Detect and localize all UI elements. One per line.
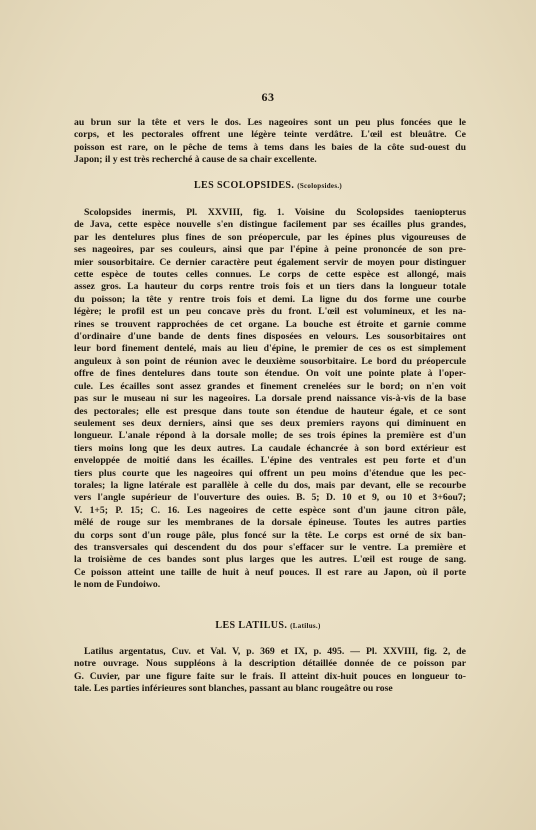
text-line: de Java, cette espèce nouvelle s'en distingue facilement par ses écailles plus grandes, bbox=[74, 219, 466, 231]
text-line: au brun sur la tête et vers le dos. Les nageoires sont un peu plus foncées que le bbox=[74, 117, 466, 128]
text-line: corps, et les pectorales offrent une légère teinte verdâtre. L'œil est bleuâtre. Ce bbox=[74, 129, 466, 141]
text-line: seulement ses deux derniers, ainsi que ses deux premiers rayons qui diminuent en bbox=[74, 417, 466, 429]
text-line: par les dentelures plus fines de son préopercule, par les épines plus vigoureuses de bbox=[74, 231, 466, 243]
section-heading-latilus bbox=[0, 620, 536, 631]
text-line: d'ordinaire d'une bande de dents fines disposées en velours. Les sousorbitaires ont bbox=[74, 331, 466, 343]
text-line: enveloppée de moitié dans les écailles. L'épine des ventrales est peu forte et d'un bbox=[74, 455, 466, 467]
latilus-paragraph bbox=[74, 646, 466, 696]
intro-paragraph bbox=[74, 117, 466, 167]
text-line: V. 1+5; P. 15; C. 16. Les nageoires de cette espèce sont d'un jaune citron pâle, bbox=[74, 504, 466, 516]
text-line: pas sur le museau ni sur les nageoires. La dorsale prend naissance vis-à-vis de la base bbox=[74, 393, 466, 405]
text-line: Scolopsides inermis, Pl. XXVIII, fig. 1. Voisine du Scolopsides taeniopterus bbox=[84, 207, 466, 218]
text-line: cette espèce de toutes celles connues. Le corps de cette espèce est allongé, mais bbox=[74, 269, 466, 281]
text-line: G. Cuvier, par une figure faite sur le frais. Il atteint dix-huit pouces en longueur to- bbox=[74, 670, 466, 682]
text-line: poisson est rare, on le pêche de tems à tems dans les baies de la côte sud-ouest du bbox=[74, 141, 466, 153]
section-title-latin: (Latilus.) bbox=[290, 622, 321, 630]
section-title: LES LATILUS. bbox=[215, 620, 288, 631]
text-line: légère; le profil est un peu concave près du front. L'œil est volumineux, et les na- bbox=[74, 306, 466, 318]
text-line: ses nageoires, par ses couleurs, ainsi que par l'épine à peine prononcée de son pre- bbox=[74, 244, 466, 256]
text-line: tiers plus courte que les nageoires qui offrent un peu moins d'étendue que les pec- bbox=[74, 467, 466, 479]
text-line: tale. Les parties inférieures sont blanches, passant au blanc rougeâtre ou rose bbox=[74, 683, 393, 695]
text-line: offre de fines dentelures dans toute son étendue. On voit une pointe plate à l'oper- bbox=[74, 368, 466, 380]
text-line: tiers moins long que les deux autres. La caudale échancrée à son bord extérieur est bbox=[74, 442, 466, 454]
section-title-latin: (Scolopsides.) bbox=[297, 182, 343, 190]
text-line: vers l'angle supérieur de l'ouverture des ouies. B. 5; D. 10 et 9, ou 10 et 3+6ou7; bbox=[74, 492, 466, 504]
text-line: cule. Les écailles sont assez grandes et finement crenelées sur le bord; on n'en voit bbox=[74, 380, 466, 392]
text-line: torales; la ligne latérale est parallèle à celle du dos, mais par devant, elle se recourbe bbox=[74, 479, 466, 491]
section-title: LES SCOLOPSIDES. bbox=[193, 180, 295, 191]
text-line: anguleux à son point de réunion avec le deuxième sousorbitaire. Le bord du préopercule bbox=[74, 355, 466, 367]
text-line: longueur. L'anale répond à la dorsale molle; de ses trois épines la première est d'un bbox=[74, 430, 466, 442]
section-heading-scolopsides bbox=[0, 180, 536, 191]
text-line: du poisson; la tête y rentre trois fois et demi. La ligne du dos forme une courbe bbox=[74, 293, 466, 305]
text-line: le nom de Fundoiwo. bbox=[74, 579, 161, 591]
text-line: du corps sont d'un rouge pâle, plus foncé sur la tête. Le corps est orné de six ban- bbox=[74, 529, 466, 541]
text-line: la troisième de ces bandes sont plus larges que les autres. L'œil est rouge de sang. bbox=[74, 554, 466, 566]
text-line: des transversales qui descendent du dos pour s'effacer sur le ventre. La première et bbox=[74, 541, 466, 553]
text-line: assez gros. La hauteur du corps rentre trois fois et un tiers dans la longueur totale bbox=[74, 281, 466, 293]
text-line: leur bord finement dentelé, mais au lieu d'épine, le premier de ces os est simplement bbox=[74, 343, 466, 355]
text-line: Japon; il y est très recherché à cause de sa chair excellente. bbox=[74, 154, 317, 166]
text-line: Ce poisson atteint une taille de huit à neuf pouces. Il est rare au Japon, où il porte bbox=[74, 566, 466, 578]
text-line: Latilus argentatus, Cuv. et Val. V, p. 369 et IX, p. 495. — Pl. XXVIII, fig. 2, de bbox=[84, 646, 466, 657]
scolopsides-paragraph bbox=[74, 207, 466, 592]
text-line: mêlé de rouge sur les membranes de la dorsale épineuse. Toutes les autres parties bbox=[74, 517, 466, 529]
text-line: rines se trouvent rapprochées de cet organe. La bouche est étroite et garnie comme bbox=[74, 318, 466, 330]
text-line: notre ouvrage. Nous suppléons à la description détaillée donnée de ce poisson par bbox=[74, 658, 466, 670]
text-line: mier sousorbitaire. Ce dernier caractère peut également servir de moyen pour distinguer bbox=[74, 256, 466, 268]
text-line: des pectorales; elle est presque dans toute son étendue de hauteur égale, et ce sont bbox=[74, 405, 466, 417]
page-number: 63 bbox=[261, 90, 275, 104]
